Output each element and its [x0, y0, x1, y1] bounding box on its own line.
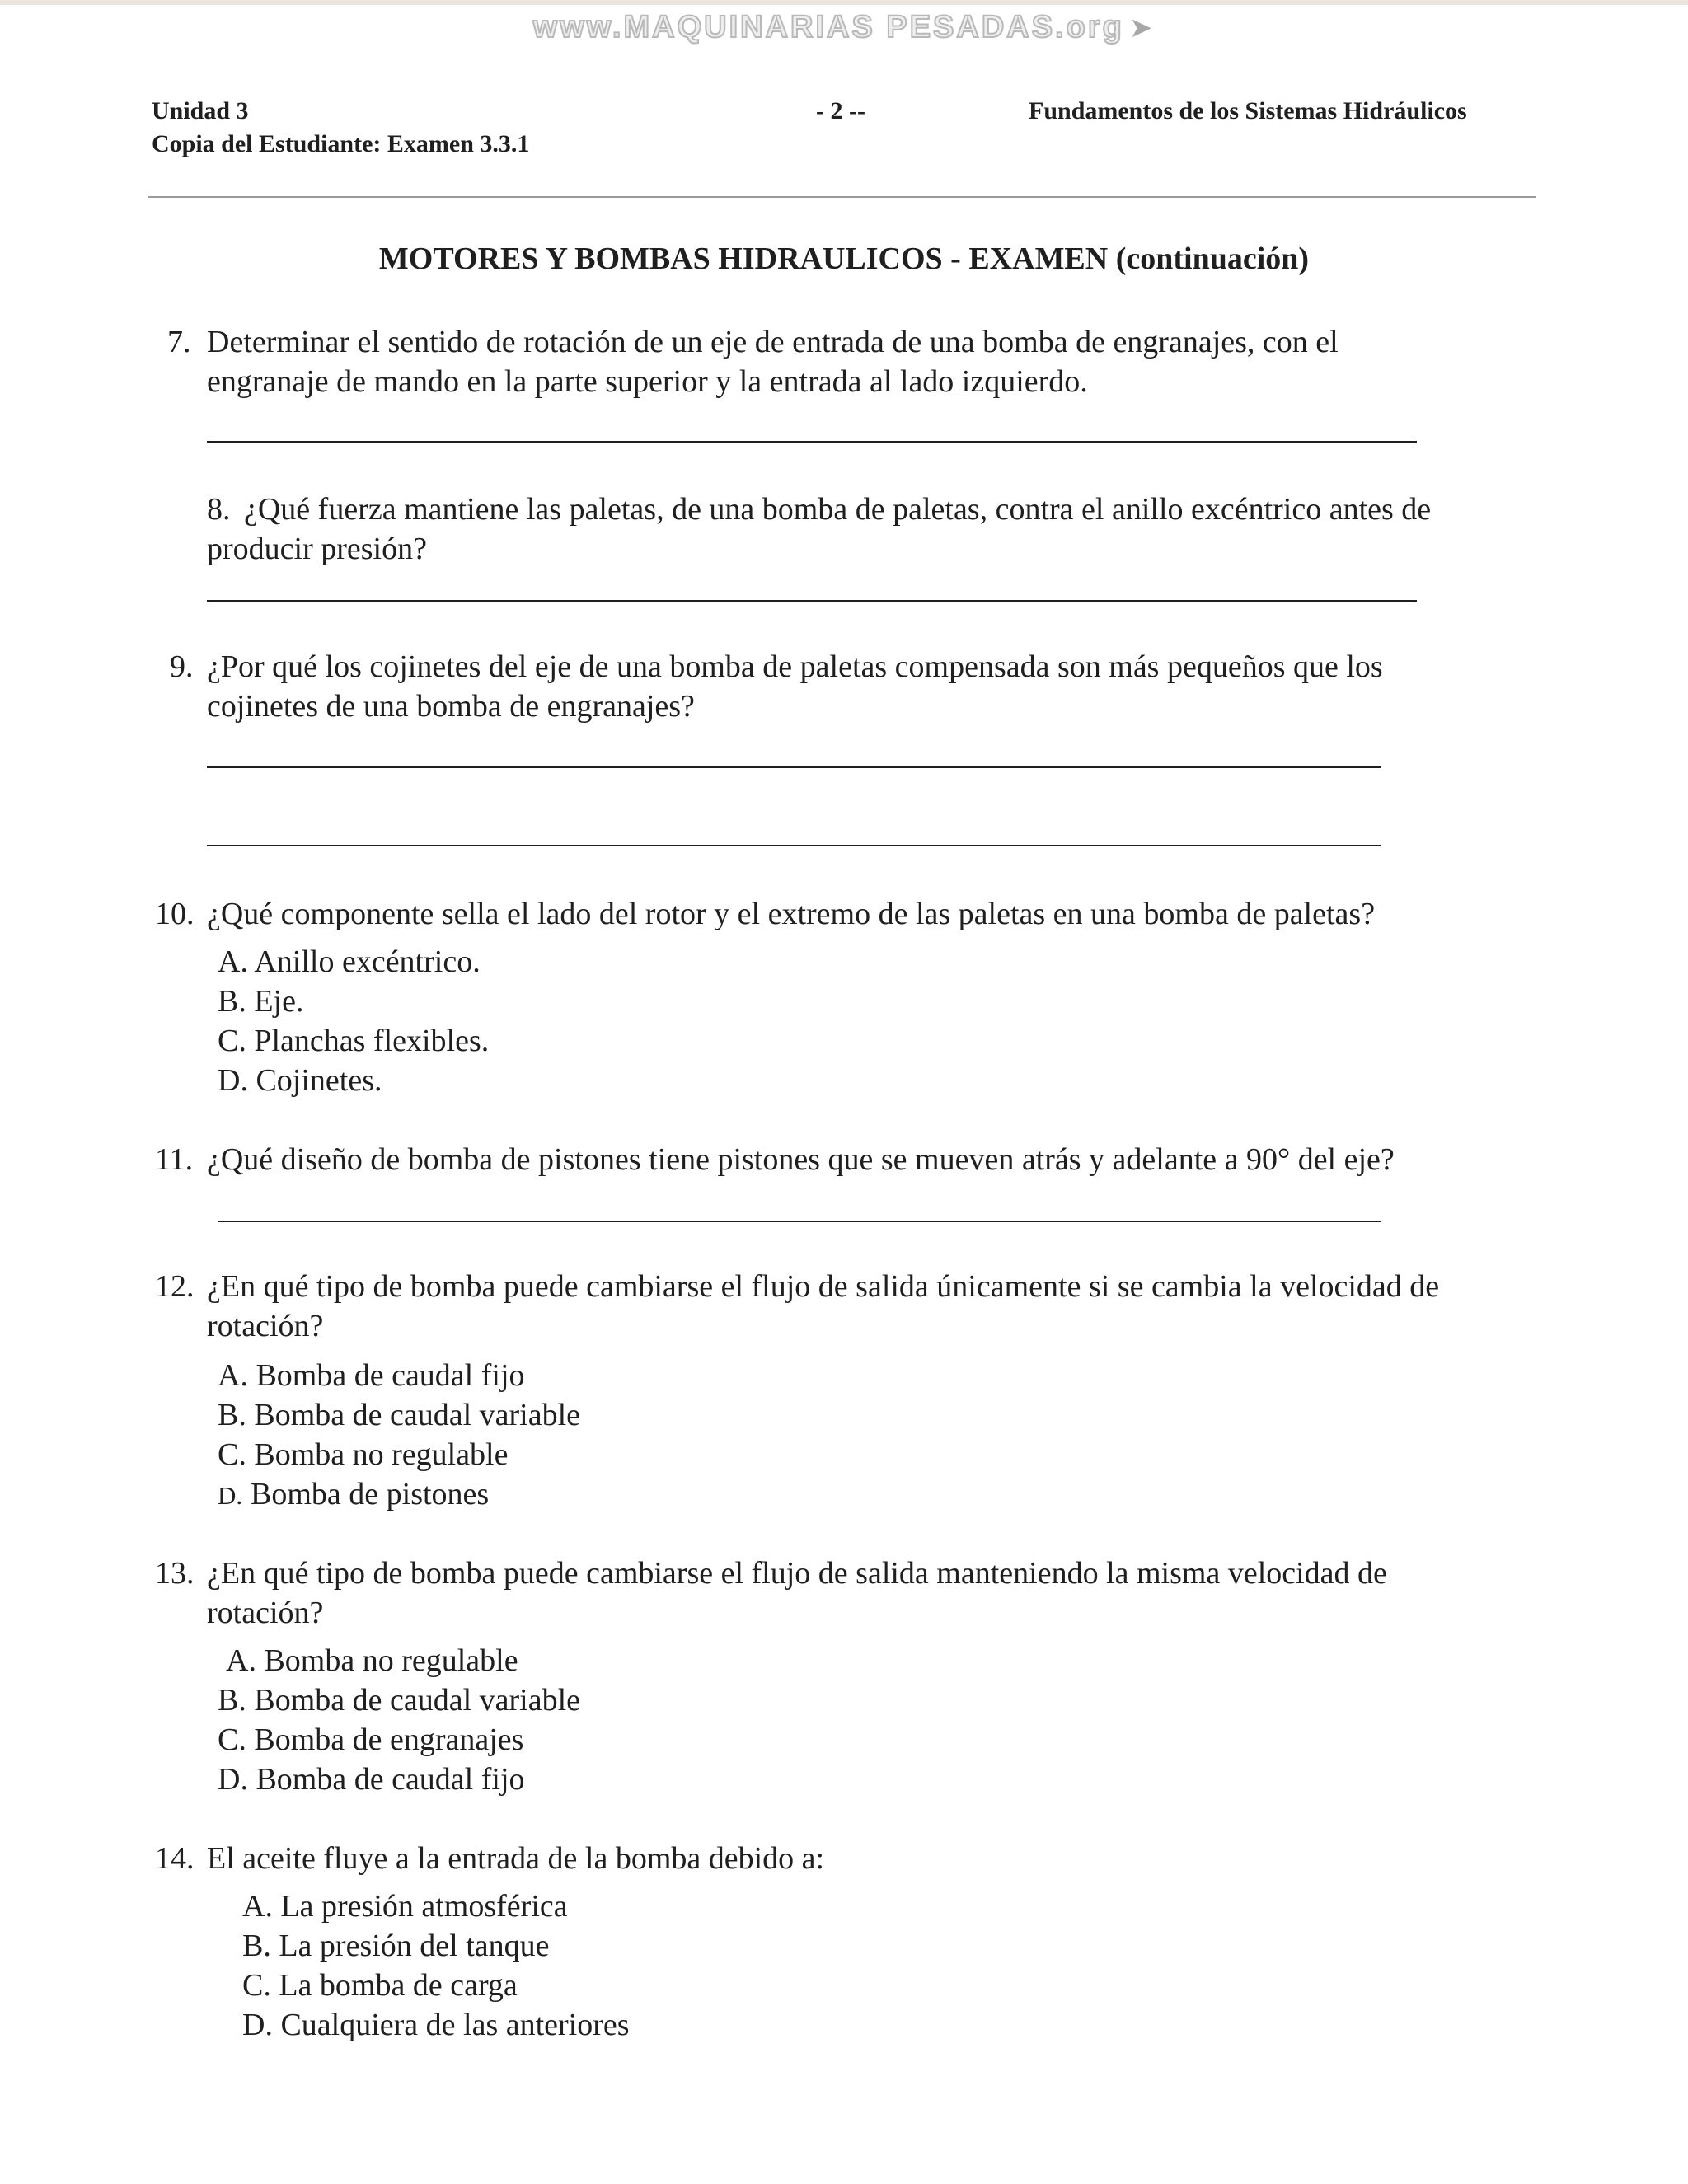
question-12-number: 12.: [155, 1269, 195, 1304]
question-7-text-line-1: Determinar el sentido de rotación de un eje de entrada de una bomba de engranajes, con el: [207, 325, 1339, 359]
answer-line-9a[interactable]: [207, 766, 1381, 768]
question-13-option-d: D. Bomba de caudal fijo: [218, 1762, 525, 1797]
question-12-text-line-1: ¿En qué tipo de bomba puede cambiarse el flujo de salida únicamente si se cambia la velocidad de: [207, 1269, 1440, 1304]
question-10-text: ¿Qué componente sella el lado del rotor y el extremo de las paletas en una bomba de paletas?: [207, 897, 1376, 931]
header-unit: Unidad 3: [152, 97, 249, 124]
header-course-title: Fundamentos de los Sistemas Hidráulicos: [1029, 97, 1467, 124]
question-12-option-d-text: Bomba de pistones: [251, 1477, 490, 1511]
question-10-number: 10.: [155, 897, 195, 931]
header-page-number: - 2 --: [816, 97, 865, 124]
header-student-copy: Copia del Estudiante: Examen 3.3.1: [152, 130, 530, 157]
question-12-text-line-2: rotación?: [207, 1309, 324, 1343]
question-13-number: 13.: [155, 1556, 195, 1591]
question-13-option-a: A. Bomba no regulable: [226, 1643, 518, 1678]
question-7-number: 7.: [167, 325, 191, 359]
question-7-text-line-2: engranaje de mando en la parte superior y la entrada al lado izquierdo.: [207, 364, 1088, 399]
question-10-option-a: A. Anillo excéntrico.: [218, 944, 481, 979]
question-9-number: 9.: [170, 649, 194, 684]
page-title: MOTORES Y BOMBAS HIDRAULICOS - EXAMEN (continuación): [378, 241, 1310, 276]
question-13-option-c: C. Bomba de engranajes: [218, 1722, 524, 1757]
question-13-text-line-1: ¿En qué tipo de bomba puede cambiarse el flujo de salida manteniendo la misma velocidad de: [207, 1556, 1387, 1591]
cursor-icon: ➤: [1128, 12, 1156, 44]
question-8-text-line-1: ¿Qué fuerza mantiene las paletas, de una bomba de paletas, contra el anillo excéntrico antes de: [244, 492, 1432, 527]
answer-line-9b[interactable]: [207, 845, 1381, 846]
watermark: [0, 10, 1688, 45]
question-11-number: 11.: [155, 1142, 194, 1177]
question-12-option-a: A. Bomba de caudal fijo: [218, 1358, 525, 1393]
question-13-option-b: B. Bomba de caudal variable: [218, 1683, 581, 1718]
question-14-option-d: D. Cualquiera de las anteriores: [242, 2008, 630, 2042]
question-9-text-line-1: ¿Por qué los cojinetes del eje de una bomba de paletas compensada son más pequeños que los: [207, 649, 1383, 684]
question-8-number: 8.: [207, 492, 231, 527]
question-14-option-c: C. La bomba de carga: [242, 1968, 518, 2003]
question-14-text: El aceite fluye a la entrada de la bomba debido a:: [207, 1841, 825, 1876]
question-14-option-a: A. La presión atmosférica: [242, 1889, 568, 1924]
question-12-option-d-letter: D.: [218, 1481, 243, 1510]
question-9-text-line-2: cojinetes de una bomba de engranajes?: [207, 689, 695, 724]
question-14-option-b: B. La presión del tanque: [242, 1929, 550, 1963]
watermark-text: www.MAQUINARIAS PESADAS.org: [532, 10, 1124, 45]
question-14-number: 14.: [155, 1841, 195, 1876]
answer-line-11[interactable]: [218, 1221, 1381, 1222]
answer-line-7[interactable]: [207, 441, 1417, 443]
question-8-text-line-2: producir presión?: [207, 532, 427, 566]
answer-line-8[interactable]: [207, 600, 1417, 602]
header-divider: [148, 196, 1536, 198]
question-10-option-c: C. Planchas flexibles.: [218, 1024, 490, 1058]
question-12-option-b: B. Bomba de caudal variable: [218, 1398, 581, 1432]
question-12-option-c: C. Bomba no regulable: [218, 1437, 509, 1472]
question-10-option-d: D. Cojinetes.: [218, 1063, 382, 1098]
question-11-text: ¿Qué diseño de bomba de pistones tiene pistones que se mueven atrás y adelante a 90° del eje?: [207, 1142, 1395, 1177]
question-13-text-line-2: rotación?: [207, 1596, 324, 1630]
question-10-option-b: B. Eje.: [218, 984, 304, 1019]
top-band: [0, 0, 1688, 5]
